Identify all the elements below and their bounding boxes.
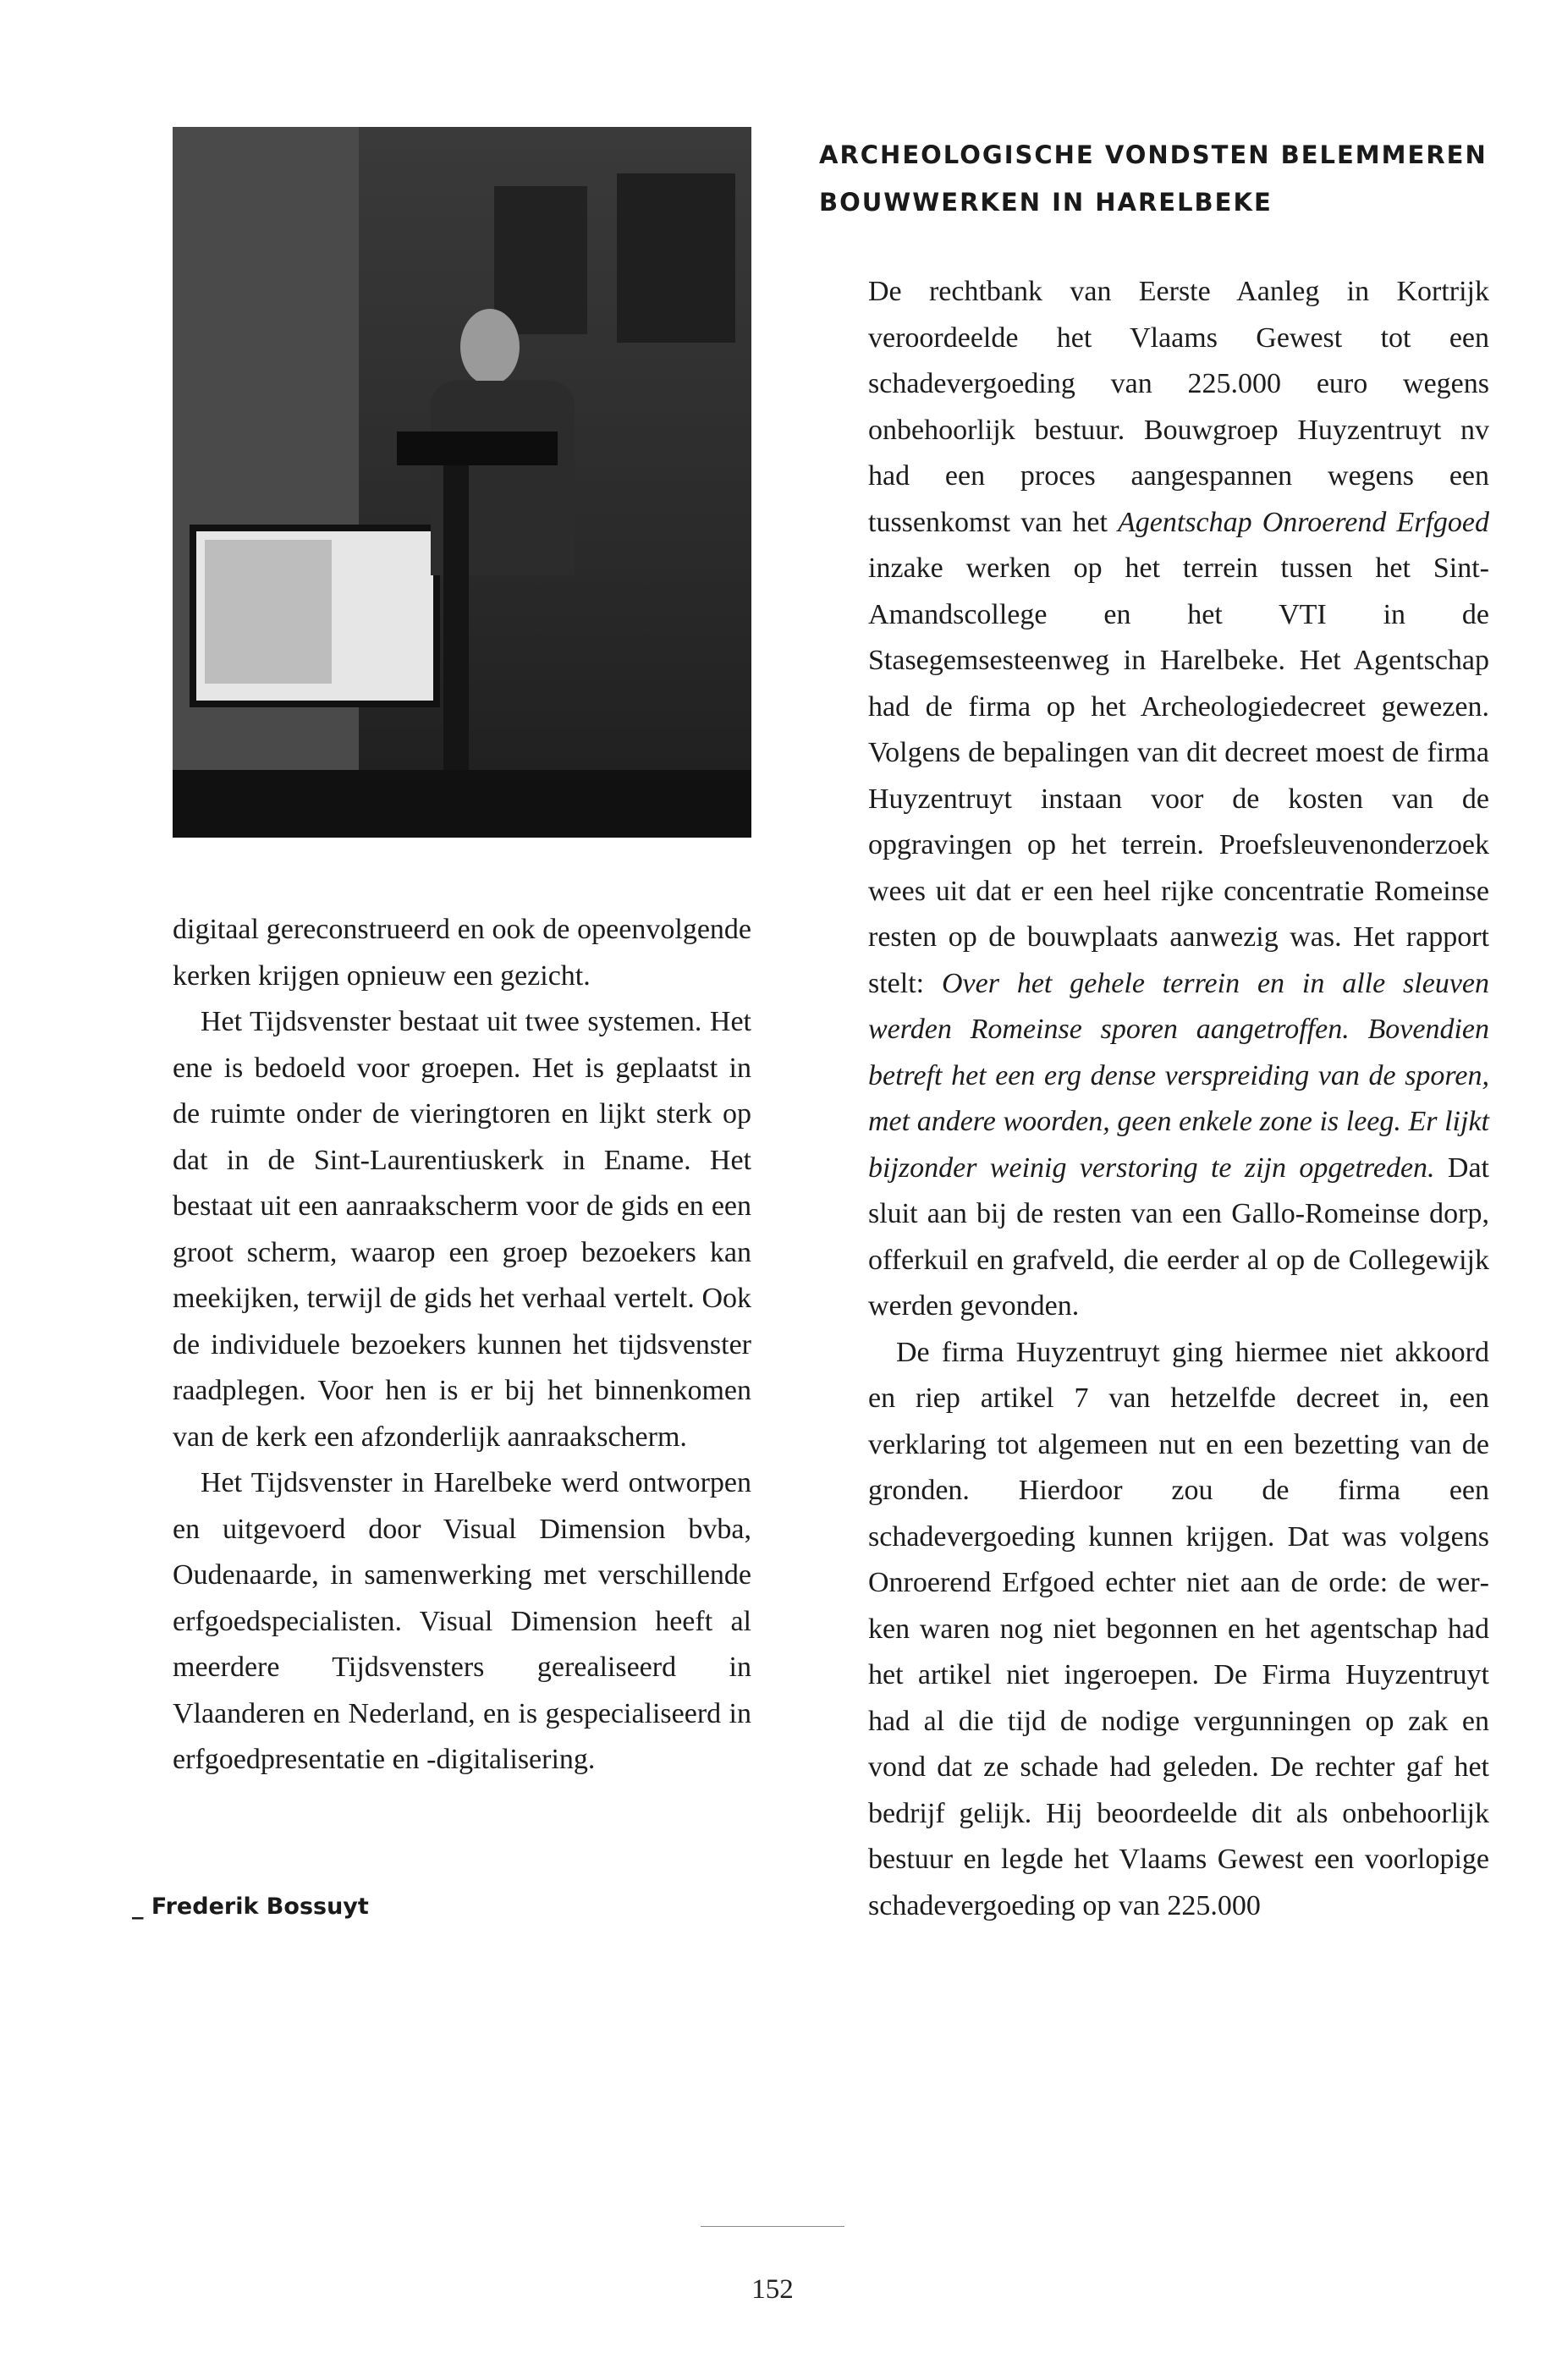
left-paragraph-3: Het Tijdsvenster in Harelbeke werd ontworpen en uitgevoerd door Visual Dimension bvba, Oudenaarde, in samenwerking met verschillende erfgoedspecialisten. Visual Dimension heeft al meerdere Tijdsvensters gerealiseerd in Vlaanderen en Nederland, en is gespecialiseerd in erfgoedpresentatie en -digitalisering.: [173, 1467, 751, 1775]
right-paragraph-1: [868, 269, 1489, 1330]
right-p1-text-c: Dat sluit aan bij de resten van een Gallo-Romeinse dorp, offerkuil en grafveld, die eerder al op de Collegewijk werden gevonden.: [868, 1152, 1489, 1322]
right-p1-text-a: De rechtbank van Eerste Aanleg in Kortrijk veroordeelde het Vlaams Gewest tot een schadevergoeding van 225.000 euro wegens onbehoorlijk bestuur. Bouwgroep Huyzentruyt nv had een proces aangespannen wegens een tussenkomst van het: [868, 276, 1489, 538]
author-byline: _ Frederik Bossuyt: [132, 1894, 369, 1920]
right-p1-agency: Agentschap Onroerend Erfgoed: [1118, 506, 1489, 538]
lecture-photo: [173, 127, 751, 838]
stone-wall: [173, 127, 359, 838]
right-p1-text-b: inzake werken op het terrein tussen het Sint-Amandscollege en het VTI in de Stasegemsesteenweg in Harelbeke. Het Agentschap had de firma op het Archeologiedecreet gewezen. Volgens de bepalingen van dit decreet moest de firma Huyzentruyt instaan voor de kosten van de opgravingen op het terrein. Proefsleuvenonderzoek wees uit dat er een heel rijke concentratie Romeinse resten op de bouwplaats aanwezig was. Het rapport stelt:: [868, 552, 1489, 999]
right-paragraph-2: De firma Huyzentruyt ging hiermee niet akkoord en riep artikel 7 van hetzelfde decreet in, een verklaring tot algemeen nut en een bezetting van de gronden. Hierdoor zou de firma een schadevergoeding kunnen krijgen. Dat was volgens Onroerend Erfgoed echter niet aan de orde: de werken waren nog niet begonnen en het agentschap had het artikel niet ingeroepen. De Firma Huyzentruyt had al die tijd de nodige vergunningen op zak en vond dat ze schade had geleden. De rechter gaf het bedrijf gelijk. Hij beoordeelde dit als onbehoorlijk bestuur en legde het Vlaams Gewest een voorlopige schadevergoeding op van 225.000: [868, 1336, 1489, 1921]
lectern-pole: [443, 465, 469, 821]
right-column: [868, 269, 1489, 1929]
speaker-head: [460, 309, 520, 385]
footer-rule: [701, 2226, 844, 2227]
lectern-top: [397, 431, 558, 465]
floor-shadow: [173, 770, 751, 838]
display-screen: [190, 525, 440, 707]
wall-panel-right: [617, 173, 735, 343]
wall-panel-left: [494, 186, 587, 334]
screen-image: [205, 540, 332, 684]
right-p1-quote: Over het gehele terrein en in alle sleuven werden Romeinse sporen aangetroffen. Bovendien betreft het een erg dense verspreiding van de sporen, met andere woorden, geen enkele zone is leeg. Er lijkt bijzonder weinig verstoring te zijn opgetreden.: [868, 967, 1490, 1184]
left-paragraph-1: digitaal gereconstrueerd en ook de opeenvolgende kerken krijgen opnieuw een gezicht.: [173, 914, 751, 992]
left-paragraph-2: Het Tijdsvenster bestaat uit twee systemen. Het ene is bedoeld voor groepen. Het is geplaatst in de ruimte onder de vieringtoren en lijkt sterk op dat in de Sint-Laurentiuskerk in Ename. Het bestaat uit een aanraakscherm voor de gids en een groot scherm, waarop een groep bezoekers kan meekijken, terwijl de gids het verhaal vertelt. Ook de individuele bezoekers kunnen het tijdsvenster raadplegen. Voor hen is er bij het binnenkomen van de kerk een afzonderlijk aanraakscherm.: [173, 1006, 751, 1453]
page-number: 152: [751, 2274, 794, 2305]
left-column: [173, 907, 751, 1784]
article-heading: ARCHEOLOGISCHE VONDSTEN BELEMMEREN BOUWWERKEN IN HARELBEKE: [819, 140, 1488, 217]
